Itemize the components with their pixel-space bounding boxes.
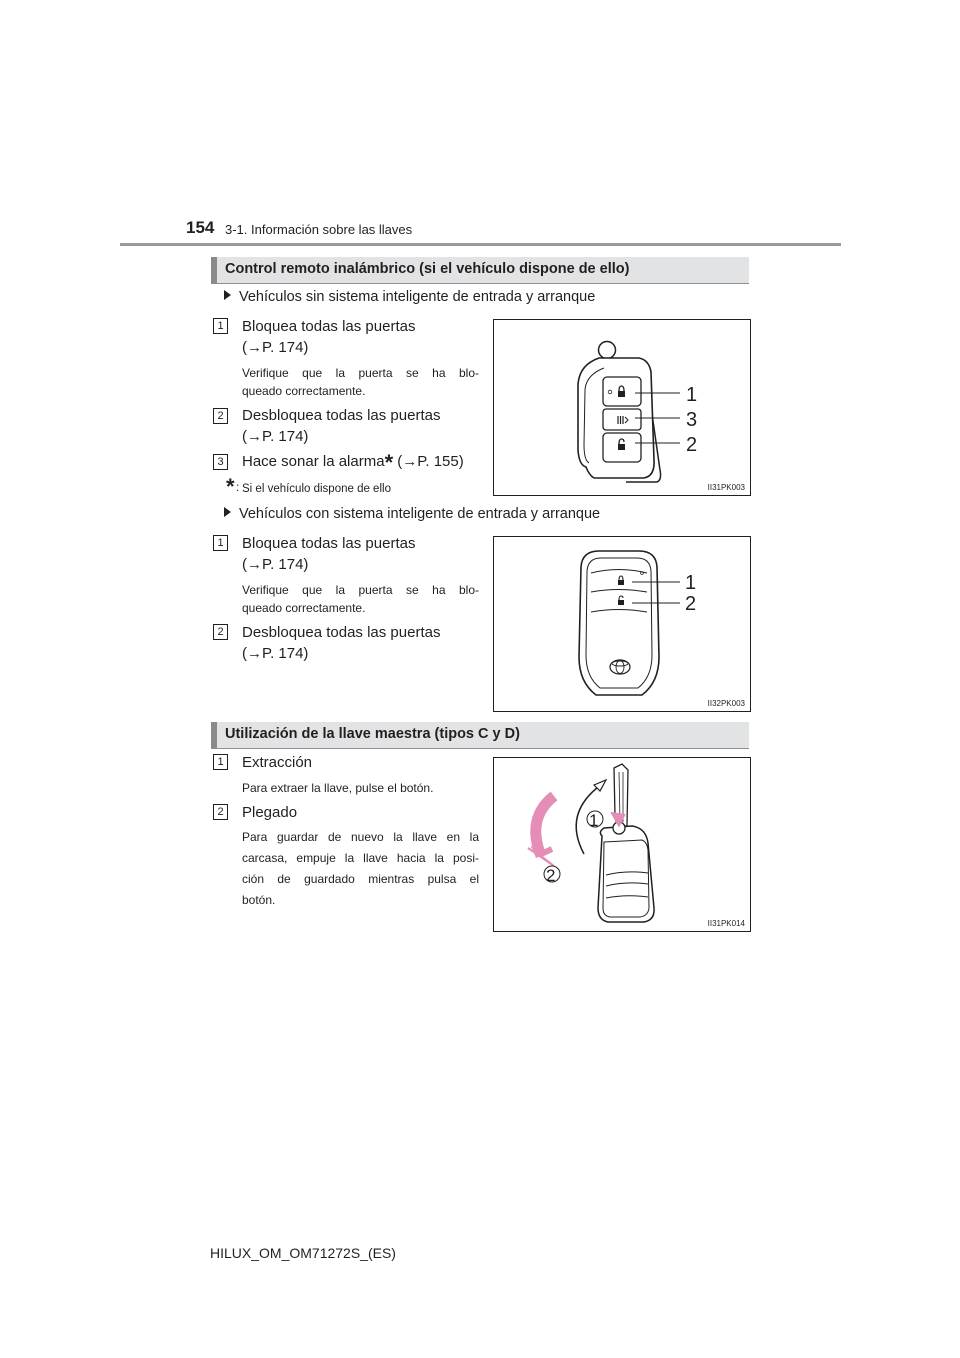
item-folding-note-line: ción de guardado mientras pulsa el — [242, 872, 479, 886]
footnote-colon: : — [236, 480, 240, 494]
item-lock-label: Bloquea todas las puertas — [242, 318, 416, 335]
subheading-without-smart-entry — [224, 289, 595, 305]
subheading-text: Vehículos con sistema inteligente de entrada y arranque — [239, 506, 601, 522]
section-heading-master-key — [211, 722, 749, 749]
callout-number: 2 — [546, 866, 556, 885]
callout-number: 2 — [685, 593, 697, 615]
triangle-bullet-icon — [224, 507, 231, 517]
callout-number: 1 — [589, 811, 599, 830]
document-code: HILUX_OM_OM71272S_(ES) — [210, 1245, 396, 1261]
callout-number: 2 — [686, 434, 698, 456]
item-number-badge: 1 — [213, 535, 228, 551]
footnote-asterisk-icon: * — [226, 474, 235, 499]
section-accent — [211, 257, 217, 283]
smart-key-drawing — [494, 537, 750, 711]
item-lock-reference: (→P. 174) — [242, 556, 309, 573]
item-unlock-reference: (→P. 174) — [242, 645, 309, 662]
item-lock-note-line: Verifique que la puerta se ha blo- — [242, 583, 479, 597]
item-lock-note-line: queado correctamente. — [242, 384, 366, 398]
master-key-drawing — [494, 758, 750, 931]
item-alarm-text: Hace sonar la alarma — [242, 453, 385, 470]
flip-key-drawing — [494, 320, 750, 495]
item-folding-note-line: carcasa, empuje la llave hacia la posi- — [242, 851, 479, 865]
item-unlock-label: Desbloquea todas las puertas — [242, 624, 441, 641]
remote-key-illustration-flip — [493, 319, 751, 496]
item-lock-note-line: Verifique que la puerta se ha blo- — [242, 366, 479, 380]
chapter-title: 3-1. Información sobre las llaves — [225, 222, 413, 237]
section-accent — [211, 722, 217, 748]
callout-number: 1 — [686, 384, 698, 406]
triangle-bullet-icon — [224, 290, 231, 300]
item-number-badge: 2 — [213, 804, 228, 820]
callout-number: 1 — [685, 572, 697, 594]
callout-number: 3 — [686, 409, 698, 431]
section-title: Control remoto inalámbrico (si el vehículo dispone de ello) — [225, 261, 630, 277]
section-heading-remote — [211, 257, 749, 284]
item-alarm-reference: (→P. 155) — [393, 453, 464, 470]
item-extraction-note: Para extraer la llave, pulse el botón. — [242, 781, 434, 795]
item-folding-note-line: Para guardar de nuevo la llave en la — [242, 830, 479, 844]
item-unlock-label: Desbloquea todas las puertas — [242, 407, 441, 424]
subheading-with-smart-entry — [224, 506, 600, 522]
item-number-badge: 1 — [213, 754, 228, 770]
figure-code: II31PK003 — [707, 483, 745, 492]
item-lock-reference: (→P. 174) — [242, 339, 309, 356]
subheading-text: Vehículos sin sistema inteligente de entrada y arranque — [239, 289, 596, 305]
master-key-illustration — [493, 757, 751, 932]
item-folding-label: Plegado — [242, 804, 298, 821]
figure-code: II31PK014 — [707, 919, 745, 928]
item-unlock-reference: (→P. 174) — [242, 428, 309, 445]
item-number-badge: 2 — [213, 624, 228, 640]
item-number-badge: 1 — [213, 318, 228, 334]
figure-code: II32PK003 — [707, 699, 745, 708]
item-number-badge: 3 — [213, 454, 228, 470]
section-title: Utilización de la llave maestra (tipos C y D) — [225, 726, 520, 742]
item-folding-note-line: botón. — [242, 893, 276, 907]
item-lock-note-line: queado correctamente. — [242, 601, 366, 615]
item-alarm-label — [242, 451, 464, 473]
item-lock-label: Bloquea todas las puertas — [242, 535, 416, 552]
page-number: 154 — [186, 218, 215, 237]
item-extraction-label: Extracción — [242, 754, 313, 771]
footnote-text: Si el vehículo dispone de ello — [242, 483, 391, 495]
remote-key-illustration-smart — [493, 536, 751, 712]
header-rule — [120, 243, 841, 246]
asterisk-icon: * — [384, 450, 394, 475]
item-number-badge: 2 — [213, 408, 228, 424]
